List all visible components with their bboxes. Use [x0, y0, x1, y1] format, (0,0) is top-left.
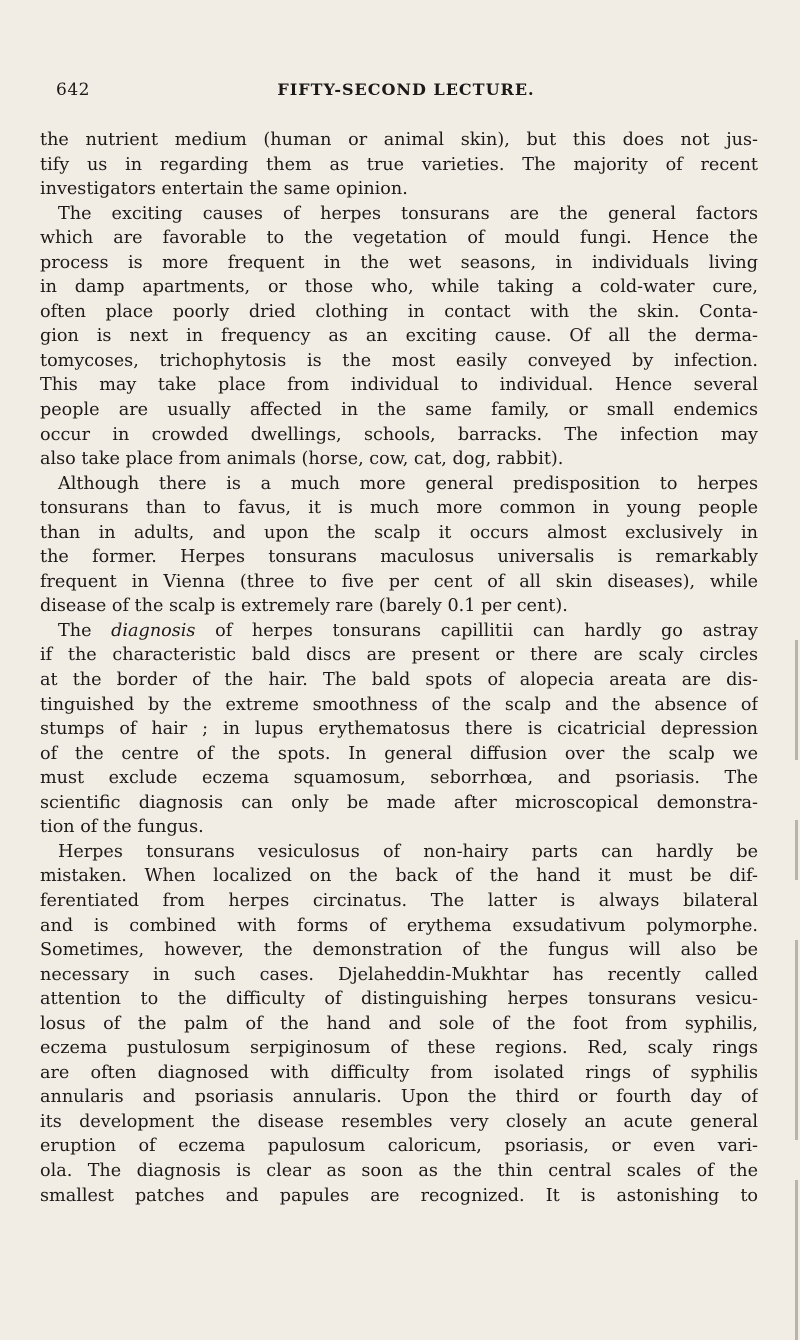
text-line: people are usually affected in the same family, or small endemics: [40, 400, 758, 421]
text-line: eruption of eczema papulosum caloricum, psoriasis, or even vari-: [40, 1136, 758, 1157]
text-line: which are favorable to the vegetation of mould fungi. Hence the: [40, 228, 758, 249]
text-line: tonsurans than to favus, it is much more common in young people: [40, 498, 758, 519]
text-line: process is more frequent in the wet seasons, in individuals living: [40, 252, 758, 273]
text-line: occur in crowded dwellings, schools, barracks. The infection may: [40, 424, 758, 445]
emphasized-term: diagnosis: [111, 620, 196, 641]
text-line: ferentiated from herpes circinatus. The latter is always bilateral: [40, 890, 758, 911]
text-line: Herpes tonsurans vesiculosus of non-hairy parts can hardly be: [58, 841, 758, 862]
text-line: must exclude eczema squamosum, seborrhœa, and psoriasis. The: [40, 768, 758, 789]
text-line: smallest patches and papules are recognized. It is astonishing to: [40, 1185, 758, 1206]
text-line: also take place from animals (horse, cow, cat, dog, rabbit).: [40, 449, 564, 470]
text-line: tinguished by the extreme smoothness of the scalp and the absence of: [40, 694, 758, 715]
text-line: This may take place from individual to individual. Hence several: [40, 375, 758, 396]
text-line: disease of the scalp is extremely rare (barely 0.1 per cent).: [40, 596, 568, 617]
text-line: investigators entertain the same opinion.: [40, 179, 408, 200]
text-line: annularis and psoriasis annularis. Upon the third or fourth day of: [40, 1087, 758, 1108]
text-line: The exciting causes of herpes tonsurans are the general factors: [58, 203, 758, 224]
text-line: and is combined with forms of erythema exsudativum polymorphe.: [40, 915, 758, 936]
text-line: in damp apartments, or those who, while taking a cold-water cure,: [40, 277, 758, 298]
text-line: the nutrient medium (human or animal skin), but this does not jus-: [40, 130, 758, 150]
text-line: ola. The diagnosis is clear as soon as the thin central scales of the: [40, 1160, 758, 1181]
text-line: if the characteristic bald discs are present or there are scaly circles: [40, 645, 758, 666]
text-line: losus of the palm of the hand and sole of the foot from syphilis,: [40, 1013, 758, 1034]
text-line: the former. Herpes tonsurans maculosus universalis is remarkably: [40, 547, 758, 568]
text-line: tion of the fungus.: [40, 817, 204, 838]
text-line: gion is next in frequency as an exciting cause. Of all the derma-: [40, 326, 758, 347]
text-line: at the border of the hair. The bald spots of alopecia areata are dis-: [40, 670, 758, 691]
text-line: attention to the difficulty of distinguishing herpes tonsurans vesicu-: [40, 989, 758, 1010]
text-line: tomycoses, trichophytosis is the most easily conveyed by infection.: [40, 350, 758, 371]
text-line: of the centre of the spots. In general diffusion over the scalp we: [40, 743, 758, 764]
text-line: mistaken. When localized on the back of the hand it must be dif-: [40, 866, 758, 887]
text-line: Although there is a much more general predisposition to herpes: [58, 473, 758, 494]
text-line: its development the disease resembles very closely an acute general: [40, 1111, 758, 1132]
text-line: The diagnosis of herpes tonsurans capillitii can hardly go astray: [58, 620, 758, 641]
running-title: FIFTY-SECOND LECTURE.: [277, 80, 535, 99]
text-line: often place poorly dried clothing in contact with the skin. Conta-: [40, 301, 758, 322]
text-line: stumps of hair ; in lupus erythematosus there is cicatricial depression: [40, 719, 758, 740]
body-text: [40, 128, 758, 1208]
text-line: scientific diagnosis can only be made after microscopical demonstra-: [40, 792, 758, 813]
text-line: than in adults, and upon the scalp it occurs almost exclusively in: [40, 522, 758, 543]
text-line: frequent in Vienna (three to five per cent of all skin diseases), while: [40, 571, 758, 592]
text-line: Sometimes, however, the demonstration of the fungus will also be: [40, 940, 758, 961]
page-edge-marks: [786, 640, 800, 1340]
text-line: necessary in such cases. Djelaheddin-Mukhtar has recently called: [40, 964, 758, 985]
text-line: are often diagnosed with difficulty from isolated rings of syphilis: [40, 1062, 758, 1083]
page-number: 642: [56, 80, 90, 100]
text-line: eczema pustulosum serpiginosum of these regions. Red, scaly rings: [40, 1038, 758, 1059]
page-header: [56, 80, 756, 108]
text-line: tify us in regarding them as true varieties. The majority of recent: [40, 154, 758, 175]
